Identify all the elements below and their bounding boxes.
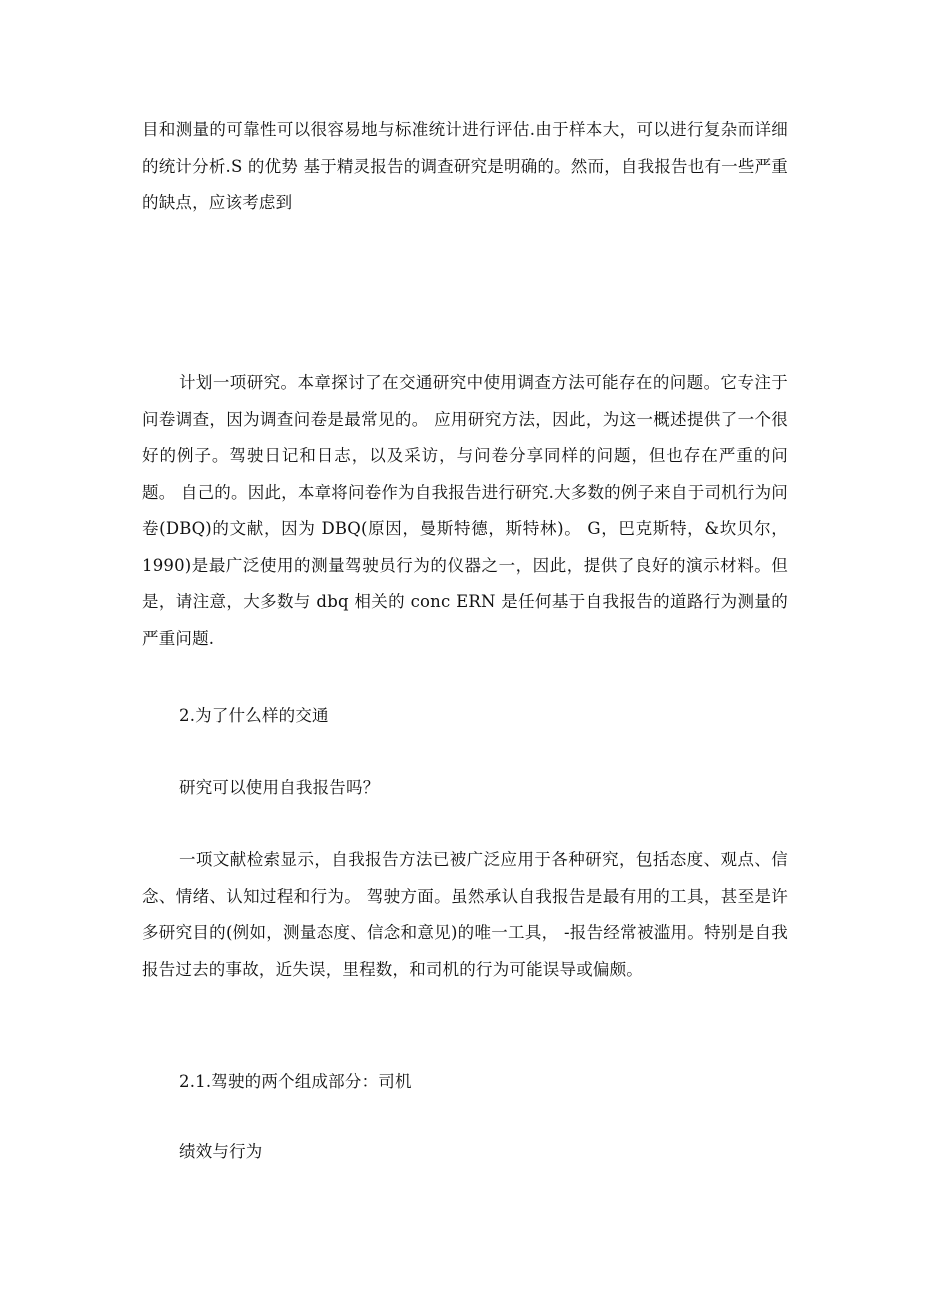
section-heading-2: 2.为了什么样的交通 <box>179 706 329 725</box>
paragraph-3: 一项文献检索显示，自我报告方法已被广泛应用于各种研究，包括态度、观点、信念、情绪、认知过程和行为。 驾驶方面。虽然承认自我报告是最有用的工具，甚至是许多研究目的(例如，测量态度、信念和意见)的唯一工具， -报告经常被滥用。特别是自我报告过去的事故，近失误，里程数，和司机的行为可能误导或偏颇。 <box>142 850 788 979</box>
paragraph-2: 计划一项研究。本章探讨了在交通研究中使用调查方法可能存在的问题。它专注于问卷调查，因为调查问卷是最常见的。 应用研究方法，因此，为这一概述提供了一个很好的例子。驾驶日记和日志，以及采访，与问卷分享同样的问题，但也存在严重的问题。 自己的。因此，本章将问卷作为自我报告进行研究.大多数的例子来自于司机行为问卷(DBQ)的文献，因为 DBQ(原因，曼斯特德，斯特林)。 G，巴克斯特，&坎贝尔，1990)是最广泛使用的测量驾驶员行为的仪器之一，因此，提供了良好的演示材料。但是，请注意，大多数与 dbq 相关的 conc ERN 是任何基于自我报告的道路行为测量的严重问题. <box>142 373 788 648</box>
section-heading-2-continued: 研究可以使用自我报告吗？ <box>179 778 380 797</box>
section-heading-2-1-continued: 绩效与行为 <box>179 1142 263 1161</box>
section-heading-2-1: 2.1.驾驶的两个组成部分：司机 <box>179 1072 412 1091</box>
paragraph-1: 目和测量的可靠性可以很容易地与标准统计进行评估.由于样本大，可以进行复杂而详细的统计分析.S 的优势 基于精灵报告的调查研究是明确的。然而，自我报告也有一些严重的缺点，应该考虑到 <box>142 120 788 212</box>
